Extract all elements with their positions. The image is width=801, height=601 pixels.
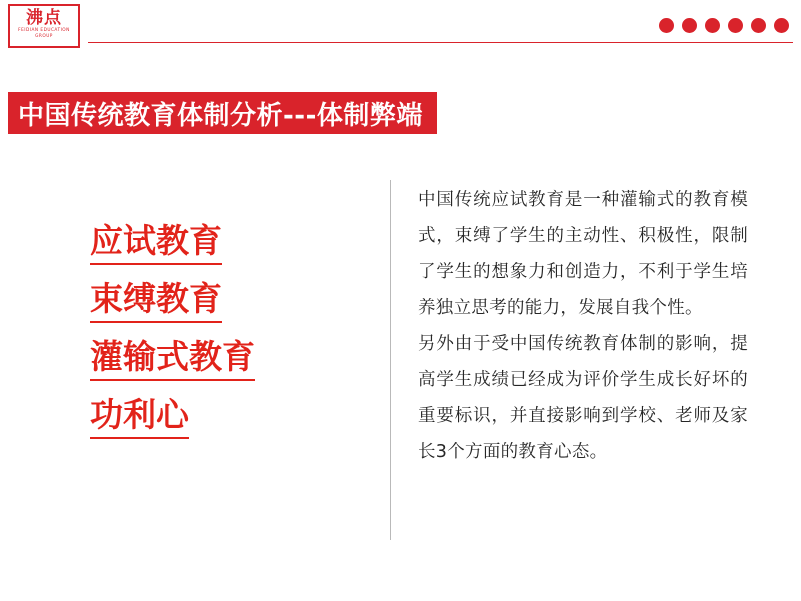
body-paragraph: 中国传统应试教育是一种灌输式的教育模式，束缚了学生的主动性、积极性，限制了学生的想象力和创造力，不利于学生培养独立思考的能力，发展自我个性。 (418, 190, 748, 318)
logo-title: 沸点 (26, 8, 62, 28)
list-item (90, 222, 340, 280)
keyword-label: 功利心 (90, 396, 189, 439)
keyword-label: 灌输式教育 (90, 338, 255, 381)
list-item (90, 396, 340, 454)
body-paragraph: 另外由于受中国传统教育体制的影响，提高学生成绩已经成为评价学生成长好坏的重要标识，并直接影响到学校、老师及家长3个方面的教育心态。 (418, 334, 748, 462)
company-logo (8, 4, 80, 48)
decorative-dot-icon (774, 18, 789, 33)
logo-subtitle: FEIDIAN EDUCATION GROUP (18, 28, 70, 39)
slide-header (0, 0, 801, 58)
keyword-label: 束缚教育 (90, 280, 222, 323)
body-text-block (418, 182, 748, 470)
decorative-dot-icon (659, 18, 674, 33)
list-item (90, 338, 340, 396)
decorative-dot-icon (705, 18, 720, 33)
page-title: 中国传统教育体制分析---体制弊端 (18, 100, 423, 131)
decorative-dot-icon (682, 18, 697, 33)
header-dot-group (659, 18, 789, 33)
keyword-list (90, 222, 340, 454)
vertical-divider (390, 180, 391, 540)
decorative-dot-icon (751, 18, 766, 33)
keyword-label: 应试教育 (90, 222, 222, 265)
header-divider-line (88, 42, 793, 43)
list-item (90, 280, 340, 338)
decorative-dot-icon (728, 18, 743, 33)
slide-title-bar (8, 92, 437, 134)
